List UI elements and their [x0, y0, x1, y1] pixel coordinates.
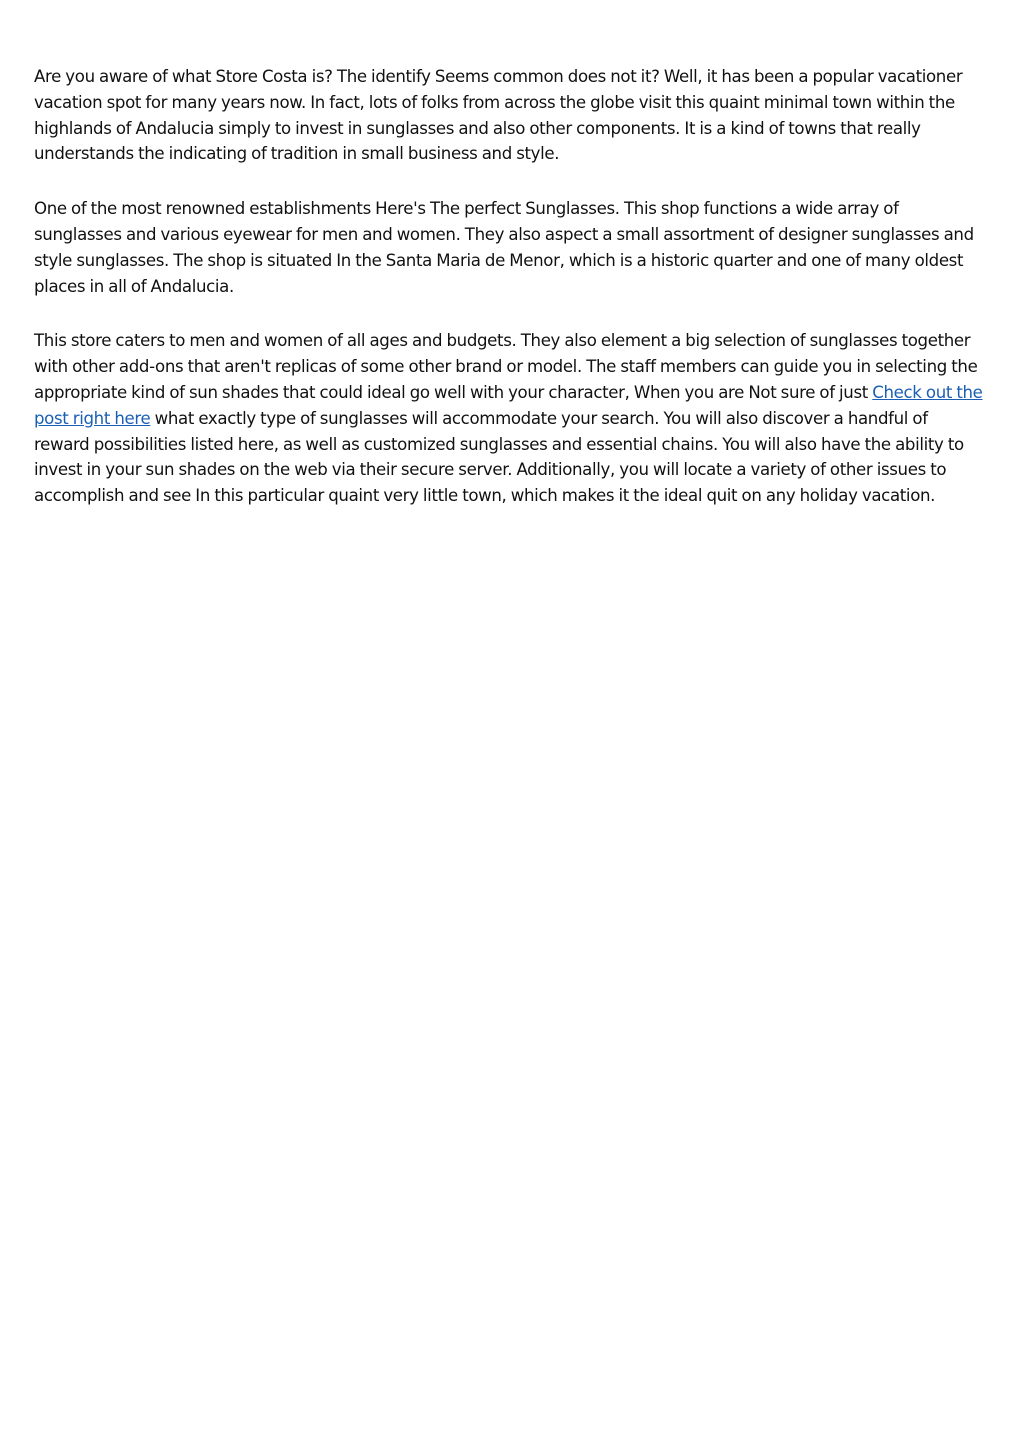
document-body: [34, 64, 986, 538]
paragraph-3-text-before-link: This store caters to men and women of all ages and budgets. They also element a big selection of sunglasses together with other add-ons that aren't replicas of some other brand or model. The staff members can guide you in selecting the appropriate kind of sun shades that could ideal go well with your character, When you are Not sure of just: [34, 331, 978, 402]
post-link[interactable]: Check out the post right here: [34, 382, 983, 428]
paragraph-3: [34, 328, 986, 509]
paragraph-1: Are you aware of what Store Costa is? The identify Seems common does not it? Well, it has been a popular vacationer vacation spot for many years now. In fact, lots of folks from across the globe visit this quaint minimal town within the highlands of Andalucia simply to invest in sunglasses and also other components. It is a kind of towns that really understands the indicating of tradition in small business and style.: [34, 67, 963, 164]
paragraph-3-text-after-link: what exactly type of sunglasses will accommodate your search. You will also discover a handful of reward possibilities listed here, as well as customized sunglasses and essential chains. You will also have the ability to invest in your sun shades on the web via their secure server. Additionally, you will locate a variety of other issues to accomplish and see In this particular quaint very little town, which makes it the ideal quit on any holiday vacation.: [34, 408, 964, 506]
paragraph-2: One of the most renowned establishments Here's The perfect Sunglasses. This shop functions a wide array of sunglasses and various eyewear for men and women. They also aspect a small assortment of designer sunglasses and style sunglasses. The shop is situated In the Santa Maria de Menor, which is a historic quarter and one of many oldest places in all of Andalucia.: [34, 199, 974, 296]
